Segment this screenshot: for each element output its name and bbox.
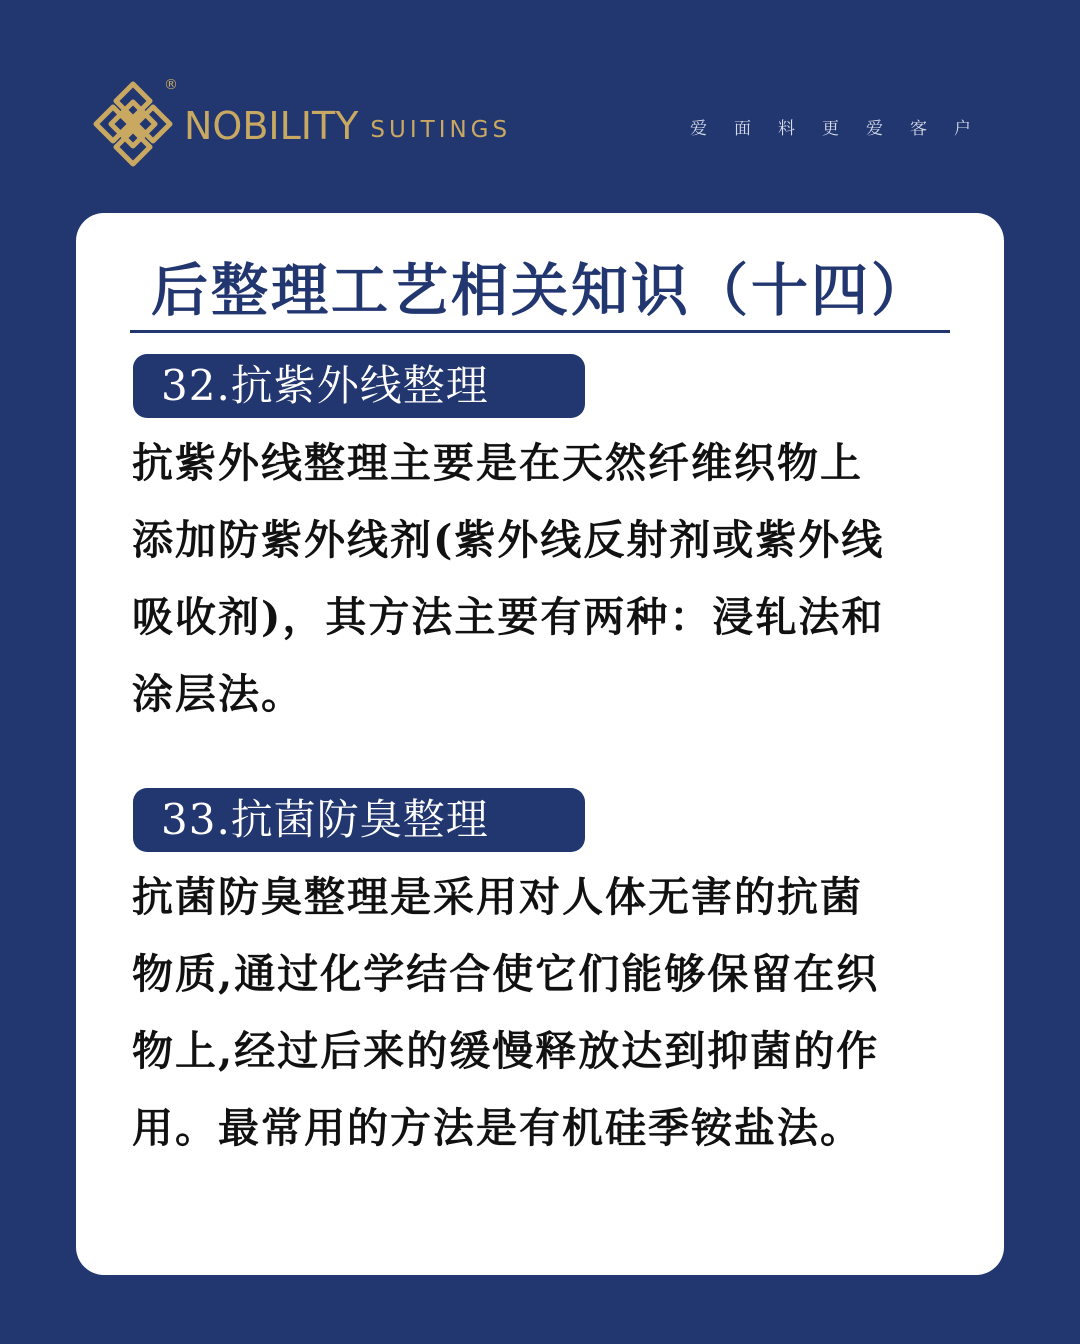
body-line: 添加防紫外线剂(紫外线反射剂或紫外线 (132, 516, 885, 564)
section-heading-32 (133, 354, 585, 418)
section-heading-label: 33.抗菌防臭整理 (161, 795, 489, 844)
content-card (76, 213, 1004, 1275)
brand-name: NOBILITY (184, 104, 359, 148)
body-line: 用。最常用的方法是有机硅季铵盐法。 (132, 1104, 863, 1152)
slogan: 爱面料更爱客户 (690, 119, 998, 139)
body-line: 吸收剂)，其方法主要有两种：浸轧法和 (132, 593, 885, 641)
section-body-32 (132, 425, 962, 733)
body-line: 物上,经过后来的缓慢释放达到抑菌的作 (132, 1027, 880, 1075)
registered-mark: ® (164, 77, 178, 93)
section-heading-label: 32.抗紫外线整理 (161, 361, 489, 410)
body-line: 抗紫外线整理主要是在天然纤维织物上 (132, 439, 863, 487)
page-title: 后整理工艺相关知识（十四） (151, 257, 931, 324)
body-line: 抗菌防臭整理是采用对人体无害的抗菌 (132, 873, 863, 921)
section-heading-33 (133, 788, 585, 852)
body-line: 涂层法。 (132, 670, 304, 718)
section-body-33 (132, 859, 962, 1167)
title-underline (130, 330, 950, 333)
body-line: 物质,通过化学结合使它们能够保留在织 (132, 950, 880, 998)
brand-header (92, 77, 512, 168)
brand-sub: SUITINGS (370, 117, 512, 143)
knot-emblem-icon (92, 80, 174, 168)
